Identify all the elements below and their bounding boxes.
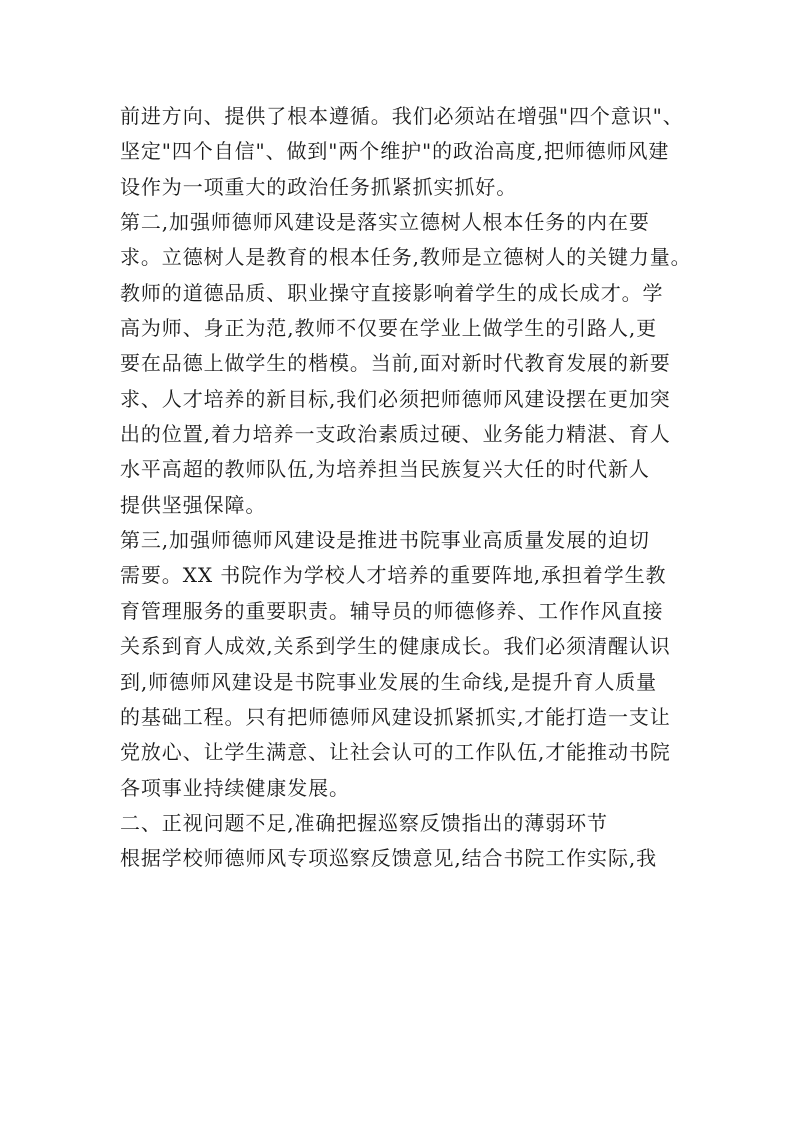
text-line-3: 设作为一项重大的政治任务抓紧抓实抓好。 [120,174,518,199]
text-line-19: 党放心、让学生满意、让社会认可的工作队伍,才能推动书院 [120,740,671,765]
text-line-10: 出的位置,着力培养一支政治素质过硬、业务能力精湛、育人 [120,422,671,447]
text-line-11: 水平高超的教师队伍,为培养担当民族复兴大任的时代新人 [120,457,650,482]
text-line-14: 需要。XX 书院作为学校人才培养的重要阵地,承担着学生教 [120,563,667,588]
text-line-6: 教师的道德品质、职业操守直接影响着学生的成长成才。学 [120,280,664,305]
text-line-22: 根据学校师德师风专项巡察反馈意见,结合书院工作实际,我 [120,846,658,871]
text-line-17: 到,师德师风建设是书院事业发展的生命线,是提升育人质量 [120,669,658,694]
text-line-5: 求。立德树人是教育的根本任务,教师是立德树人的关键力量。 [120,245,692,270]
text-line-20: 各项事业持续健康发展。 [120,775,350,800]
text-line-9: 求、人才培养的新目标,我们必须把师德师风建设摆在更加突 [120,386,671,411]
section-heading: 二、正视问题不足,准确把握巡察反馈指出的薄弱环节 [120,810,608,835]
text-line-15: 育管理服务的重要职责。辅导员的师德修养、工作作风直接 [120,598,664,623]
text-line-4: 第二,加强师德师风建设是落实立德树人根本任务的内在要 [120,210,650,235]
document-body [120,99,690,877]
text-line-1: 前进方向、提供了根本遵循。我们必须站在增强"四个意识"、 [120,104,684,128]
text-line-16: 关系到育人成效,关系到学生的健康成长。我们必须清醒认识 [120,634,671,659]
text-line-18: 的基础工程。只有把师德师风建设抓紧抓实,才能打造一支让 [120,704,671,729]
text-line-12: 提供坚强保障。 [120,492,267,517]
text-line-8: 要在品德上做学生的楷模。当前,面对新时代教育发展的新要 [120,351,671,376]
text-line-7: 高为师、身正为范,教师不仅要在学业上做学生的引路人,更 [120,316,658,341]
text-line-2: 坚定"四个自信"、做到"两个维护"的政治高度,把师德师风建 [120,139,670,164]
text-line-13: 第三,加强师德师风建设是推进书院事业高质量发展的迫切 [120,528,650,553]
